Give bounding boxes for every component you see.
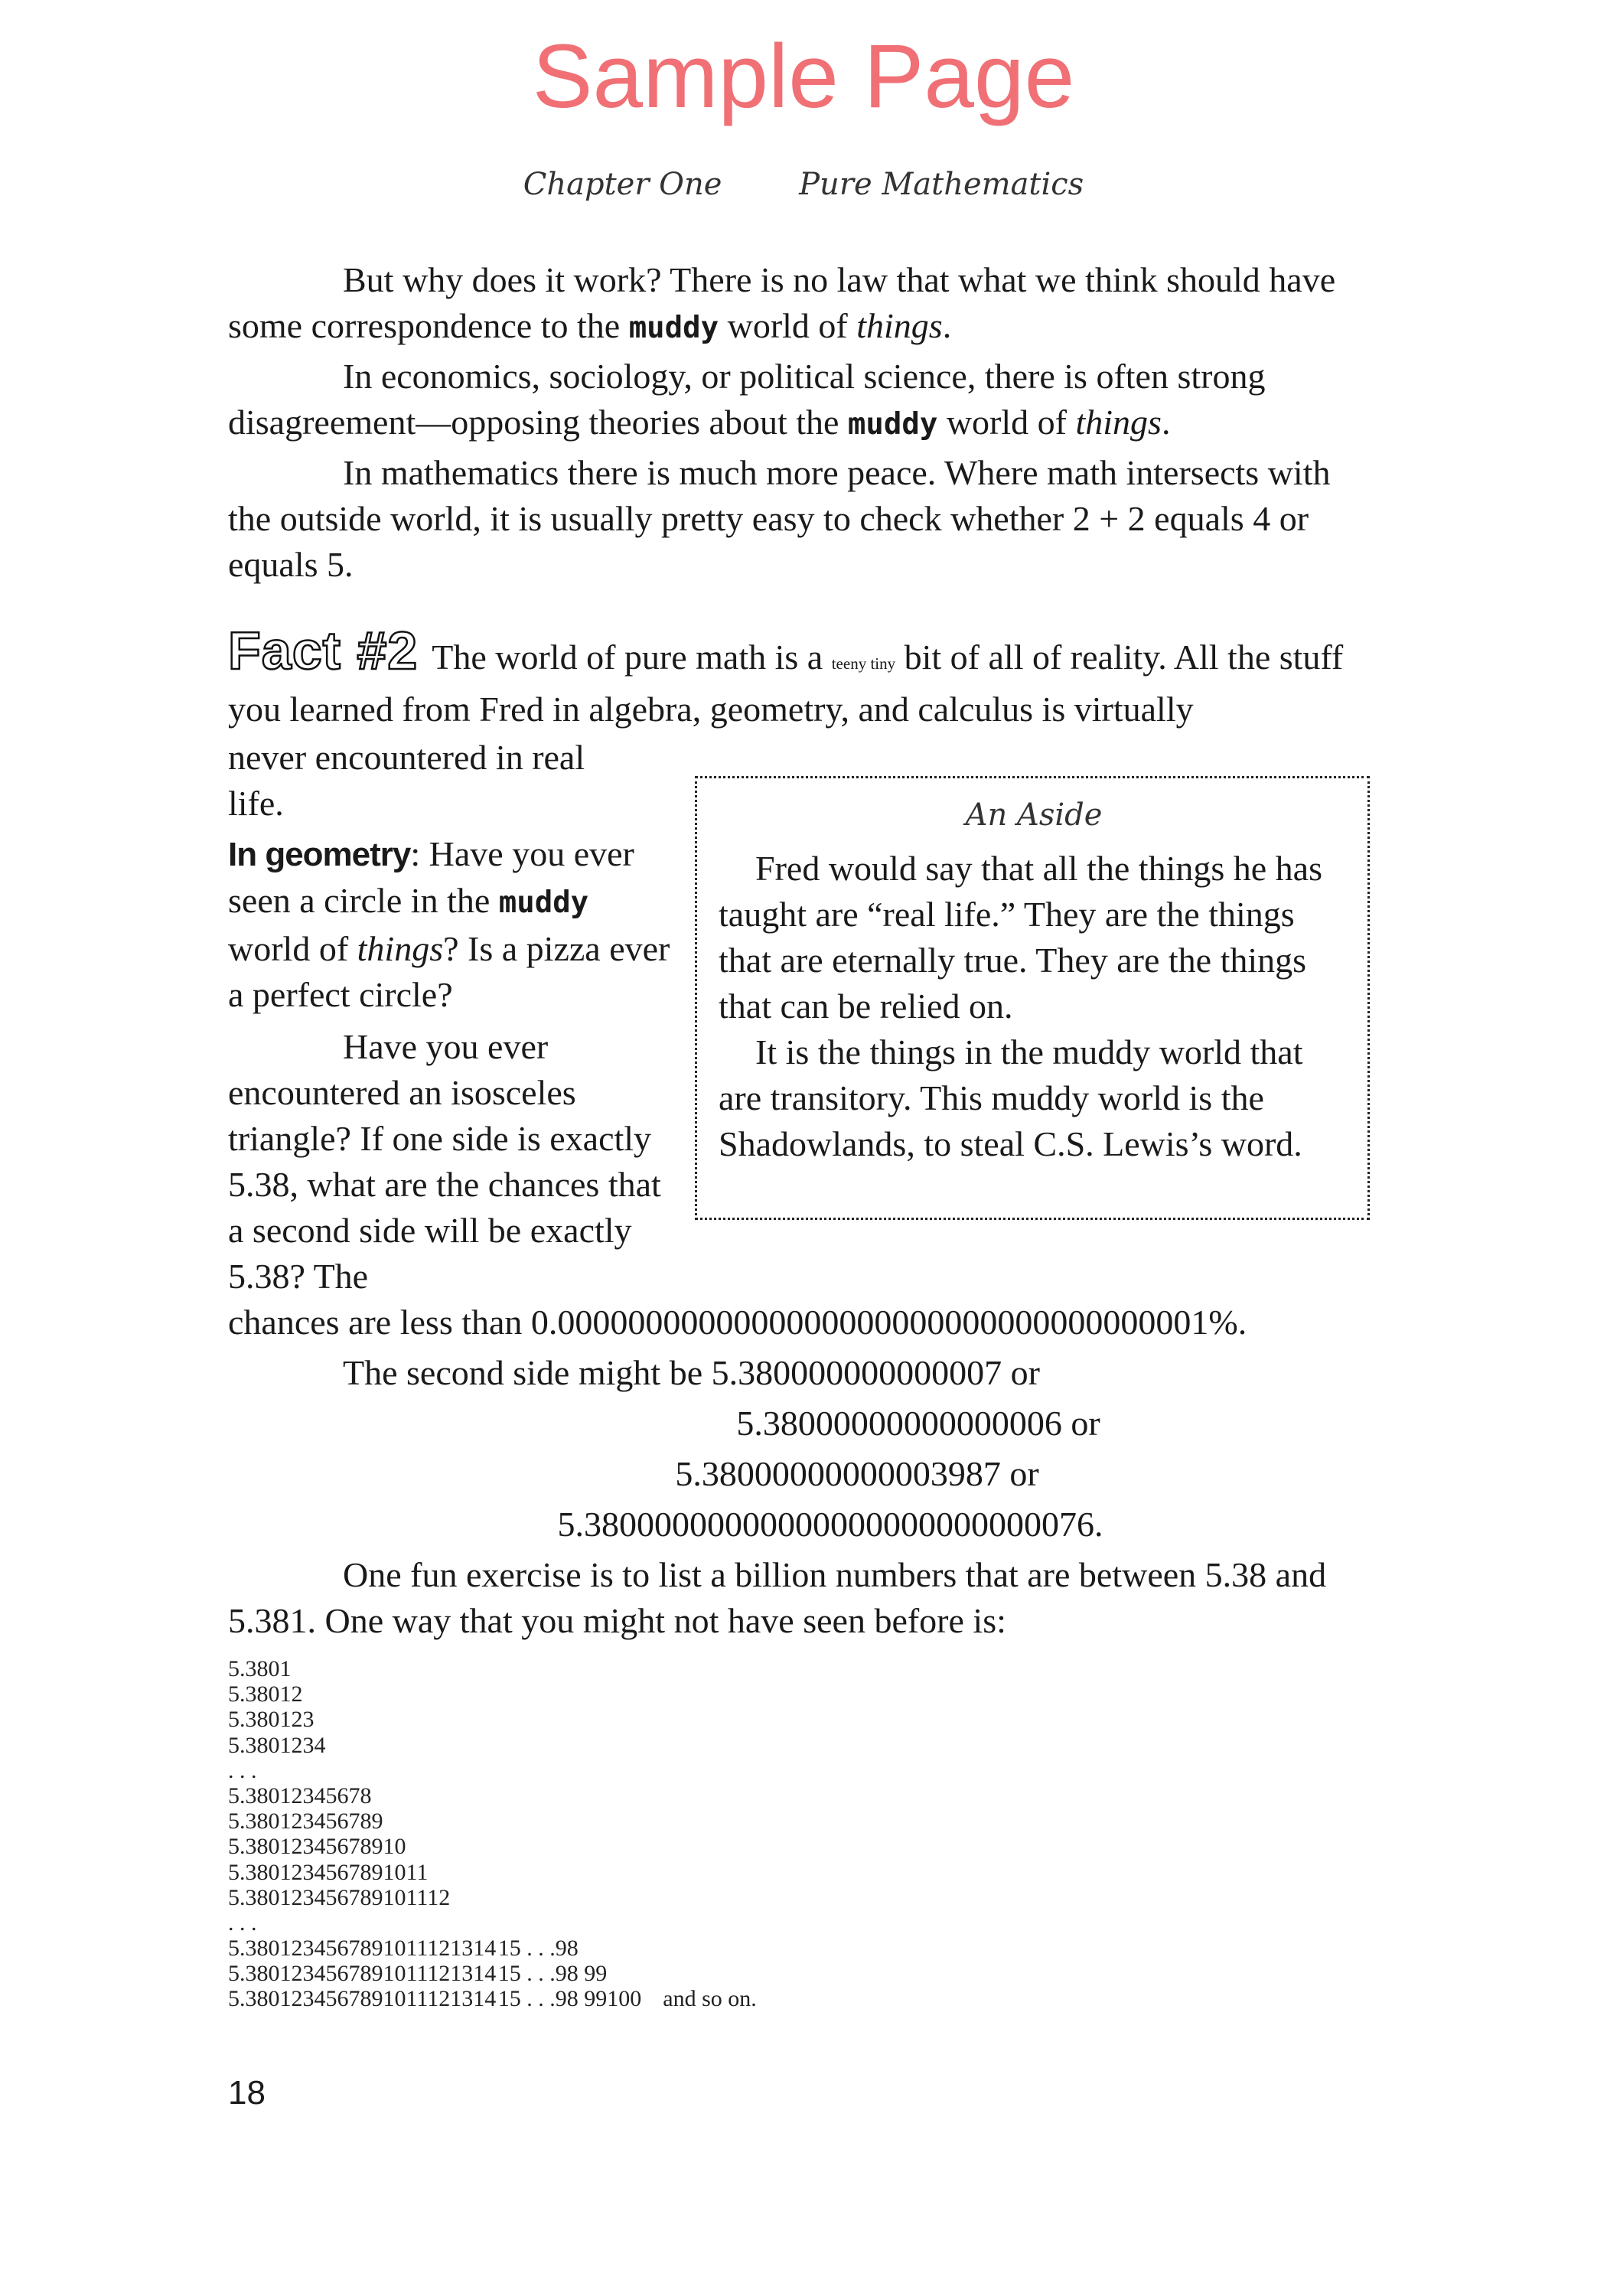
number-list-item: 5.38012 bbox=[228, 1681, 303, 1707]
number-list-ellipsis: . . . bbox=[228, 1757, 257, 1783]
number-list-item: 5.38012345678 bbox=[228, 1782, 372, 1808]
teeny-tiny-text: teeny tiny bbox=[831, 654, 896, 673]
aside-box bbox=[695, 776, 1370, 1220]
things-word: things bbox=[856, 306, 943, 345]
second-side-text: The second side might be 5.380000000000007 or bbox=[343, 1353, 1040, 1392]
para2-text-a: In economics, sociology, or political science, there is often strong disagreement—opposing theories about the bbox=[228, 357, 1266, 442]
sample-page-watermark: Sample Page bbox=[532, 26, 1075, 127]
number-list-ellipsis: . . . bbox=[228, 1910, 257, 1936]
muddy-word: muddy bbox=[498, 885, 589, 920]
fact-line-never-encountered: never encountered in real bbox=[228, 738, 585, 777]
things-word: things bbox=[357, 929, 444, 968]
aside-paragraph-2: It is the things in the muddy world that are transitory. This muddy world is the Shadowlands, to steal C.S. Lewis’s word. bbox=[719, 1032, 1303, 1163]
fact-line-life: life. bbox=[228, 784, 284, 823]
aside-title: An Aside bbox=[965, 797, 1103, 833]
chances-text: chances are less than 0.0000000000000000000000000000000000001%. bbox=[228, 1303, 1247, 1342]
number-list-item: 5.3801234567891011 bbox=[228, 1859, 429, 1885]
fact-2-continuation bbox=[228, 735, 672, 827]
number-list-item-last bbox=[228, 1986, 1299, 2011]
fun-exercise-text: One fun exercise is to list a billion numbers that are between 5.38 and 5.381. One way that you might not have seen before is: bbox=[228, 1555, 1327, 1640]
para2-text-b: world of bbox=[937, 403, 1076, 442]
para1-text-c: . bbox=[942, 306, 952, 345]
number-list-item: 5.3801 bbox=[228, 1656, 292, 1681]
para3-text: In mathematics there is much more peace. Where math intersects with the outside world, it is usually pretty easy to check whether 2 + 2 equals 4 or equals 5. bbox=[228, 453, 1331, 584]
isosceles-paragraph bbox=[228, 1024, 672, 1300]
number-list bbox=[228, 1656, 1299, 2012]
muddy-word: muddy bbox=[628, 311, 719, 345]
geometry-text-b: world of bbox=[228, 929, 357, 968]
second-side-value-4: 5.38000000000000000000000000076. bbox=[557, 1505, 1103, 1544]
number-list-item: 5.3801234567891011121314 15 . . .98 bbox=[228, 1936, 579, 1962]
page-number: 18 bbox=[228, 2074, 266, 2112]
number-list-item: 5.38012345678910 bbox=[228, 1834, 406, 1860]
number-list-item: 5.380123456789101112 bbox=[228, 1884, 451, 1910]
para2-text-c: . bbox=[1161, 403, 1171, 442]
second-side-value-3: 5.38000000000003987 or bbox=[675, 1454, 1039, 1493]
fact-2-paragraph bbox=[228, 621, 1361, 732]
geometry-paragraph bbox=[228, 831, 672, 1018]
section-label: Pure Mathematics bbox=[799, 167, 1084, 202]
running-head bbox=[0, 167, 1607, 202]
in-geometry-label: In geometry bbox=[228, 836, 411, 873]
fact-text-a: The world of pure math is a bbox=[432, 638, 832, 677]
paragraph-mathematics-peace bbox=[228, 450, 1361, 588]
number-list-item: 5.380123456789 bbox=[228, 1808, 383, 1835]
chances-line bbox=[228, 1300, 1361, 1345]
isosceles-text: Have you ever encountered an isosceles triangle? If one side is exactly 5.38, what are the chances that a second side will be exactly 5.38? The bbox=[228, 1027, 661, 1296]
geometry-text-a: : Have you ever seen a circle in the bbox=[228, 834, 634, 920]
fact-text-b: bit of all of reality. All the stuff you learned from Fred in algebra, geometry, and calculus is virtually bbox=[228, 638, 1344, 729]
fact-2-label: Fact #2 bbox=[228, 621, 419, 680]
paragraph-economics bbox=[228, 354, 1361, 448]
number-list-last-value: 5.3801234567891011121314 15 . . .98 99100 bbox=[228, 1986, 642, 2012]
muddy-word: muddy bbox=[847, 407, 938, 442]
second-side-intro bbox=[228, 1350, 1361, 1396]
number-list-item: 5.3801234567891011121314 15 . . .98 99 bbox=[228, 1961, 608, 1987]
number-list-item: 5.380123 bbox=[228, 1707, 315, 1733]
things-word: things bbox=[1075, 403, 1162, 442]
geometry-text-c: ? Is a pizza ever a perfect circle? bbox=[228, 929, 670, 1014]
second-side-value-2: 5.38000000000000006 or bbox=[736, 1404, 1100, 1443]
para1-text-a: But why does it work? There is no law that what we think should have some correspondence to the bbox=[228, 260, 1336, 345]
aside-paragraph-1: Fred would say that all the things he has taught are “real life.” They are the things that are eternally true. They are the things that can be relied on. bbox=[719, 849, 1322, 1026]
fun-exercise-paragraph bbox=[228, 1552, 1361, 1644]
and-so-on-text: and so on. bbox=[663, 1986, 757, 2012]
paragraph-why-does-it-work bbox=[228, 257, 1361, 351]
number-list-item: 5.3801234 bbox=[228, 1732, 326, 1758]
para1-text-b: world of bbox=[719, 306, 857, 345]
chapter-label: Chapter One bbox=[523, 167, 722, 202]
